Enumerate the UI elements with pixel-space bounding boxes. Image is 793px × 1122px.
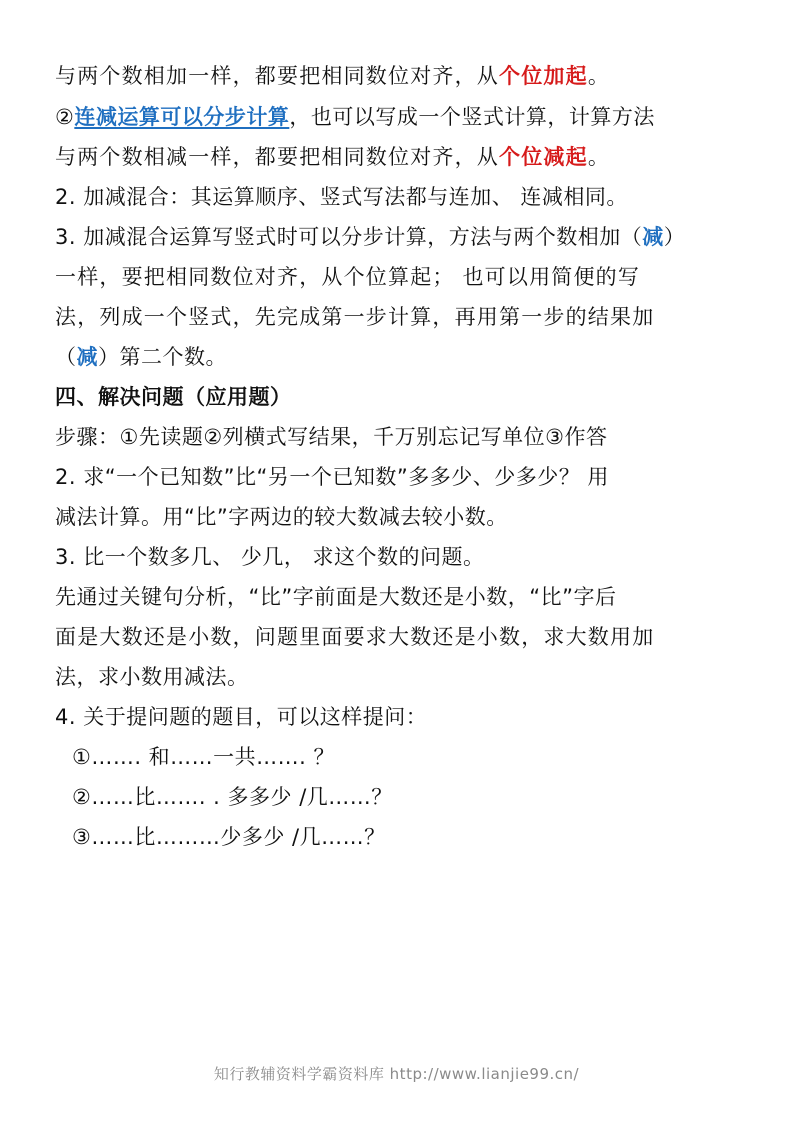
text-line-2	[55, 102, 655, 132]
text-segment: ③……比………少多少 /几……？	[72, 825, 386, 849]
text-line-13	[55, 542, 485, 572]
text-line-12	[55, 502, 508, 532]
text-segment: 2. 求“一个已知数”比“另一个已知数”多多少、少多少？ 用	[55, 465, 609, 489]
text-line-14	[55, 582, 617, 612]
question-template-2	[72, 782, 393, 812]
circled-number: ②	[55, 105, 75, 129]
text-segment: 先通过关键句分析，“比”字前面是大数还是小数，“比”字后	[55, 585, 617, 609]
text-segment: 法，列成一个竖式，先完成第一步计算，再用第一步的结果加	[55, 305, 655, 329]
question-template-1	[72, 742, 335, 772]
text-segment: 。	[587, 145, 611, 169]
blue-emphasis: 减	[642, 225, 664, 249]
text-segment: ）第二个数。	[98, 345, 227, 369]
text-line-15	[55, 622, 654, 652]
red-emphasis: 个位加起	[499, 64, 588, 88]
text-line-11	[55, 462, 609, 492]
question-template-3	[72, 822, 386, 852]
blue-emphasis: 减	[76, 345, 98, 369]
text-segment: （	[55, 345, 77, 369]
text-line-10	[55, 422, 607, 452]
text-segment: 法，求小数用减法。	[55, 665, 249, 689]
text-line-8	[55, 342, 227, 372]
text-line-17	[55, 702, 427, 732]
text-segment: ，也可以写成一个竖式计算，计算方法	[289, 105, 655, 129]
text-segment: 4. 关于提问题的题目，可以这样提问：	[55, 705, 428, 729]
text-line-3	[55, 142, 610, 172]
text-segment: 2. 加减混合：其运算顺序、竖式写法都与连加、 连减相同。	[55, 185, 628, 209]
text-segment: 面是大数还是小数，问题里面要求大数还是小数，求大数用加	[55, 625, 655, 649]
section-heading	[55, 382, 292, 412]
text-segment: 一样，要把相同数位对齐，从个位算起； 也可以用简便的写	[55, 265, 641, 289]
text-line-1	[55, 61, 610, 91]
text-segment: 3. 比一个数多几、 少几， 求这个数的问题。	[55, 545, 485, 569]
text-line-5	[55, 222, 685, 252]
text-segment: 与两个数相加一样，都要把相同数位对齐，从	[55, 64, 499, 88]
text-line-7	[55, 302, 654, 332]
red-emphasis: 个位减起	[499, 145, 588, 169]
text-segment: 。	[587, 64, 611, 88]
blue-underlined-emphasis: 连减运算可以分步计算	[74, 105, 290, 129]
text-line-4	[55, 182, 628, 212]
text-segment: 减法计算。用“比”字两边的较大数减去较小数。	[55, 505, 508, 529]
text-segment: 3. 加减混合运算写竖式时可以分步计算，方法与两个数相加（	[55, 225, 643, 249]
text-segment: ①……. 和……一共……. ？	[72, 745, 336, 769]
text-segment: 步骤：①先读题②列横式写结果，千万别忘记写单位③作答	[55, 425, 608, 449]
heading-text: 四、解决问题（应用题）	[55, 385, 292, 409]
footer-watermark: 知行教辅资料学霸资料库 http://www.lianjie99.cn/	[213, 1065, 580, 1083]
text-segment: ）	[663, 225, 686, 249]
text-segment: 与两个数相减一样，都要把相同数位对齐，从	[55, 145, 499, 169]
text-line-16	[55, 662, 249, 692]
text-line-6	[55, 262, 640, 292]
text-segment: ②……比……. . 多多少 /几……？	[72, 785, 393, 809]
